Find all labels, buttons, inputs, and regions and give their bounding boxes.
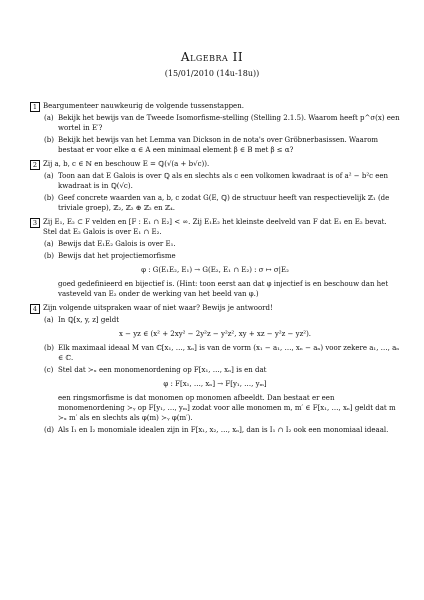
display-formula: x − yz ∈ (x² + 2xy² − 2y²z − y²z², xy + xz − y²z − yz²). <box>118 330 312 338</box>
part-label: (b) <box>44 252 54 260</box>
exam-content <box>30 101 400 439</box>
part-label: (b) <box>44 194 54 202</box>
part-label: (a) <box>44 316 54 324</box>
question-text: Zij E₁, E₂ ⊂ F velden en [F : E₁ ∩ E₂] < ∞. Zij E₁E₂ het kleinste deelveld van F dat E₁ en E₂ bevat. Stel dat E₂ Galois is over E₁ ∩ E₂. <box>43 218 387 236</box>
question-number-box: 1 <box>30 102 40 112</box>
part-text: Bewijs dat het projectiemorfisme <box>58 252 176 260</box>
part-text: Geef concrete waarden van a, b, c zodat G(E, ℚ) de structuur heeft van respectievelijk ℤ₁ (de triviale groep), ℤ₂, ℤ₂ ⊕ ℤ₂ en ℤ₄. <box>58 194 390 212</box>
part-continuation <box>44 279 400 299</box>
part-label: (a) <box>44 114 54 122</box>
exam-date: (15/01/2010 (14u-18u)) <box>164 69 260 78</box>
question-part <box>44 135 400 155</box>
question-part <box>44 425 400 435</box>
part-text: Bekijk het bewijs van de Tweede Isomorfisme-stelling (Stelling 2.1.5). Waarom heeft p^σ(x) een wortel in E′? <box>58 114 400 132</box>
part-continuation <box>44 393 400 423</box>
part-text: goed gedefinieerd en bijectief is. (Hint: toon eerst aan dat φ injectief is en beschouw dan het vasteveld van E₂ onder de werking van het beeld van φ.) <box>58 280 389 298</box>
part-text: Toon aan dat E Galois is over ℚ als en slechts als c een volkomen kwadraat is of a² − b²c een kwadraat is in ℚ(√c). <box>58 172 389 190</box>
question-4 <box>30 303 400 435</box>
question-part <box>44 251 400 261</box>
part-text: Als I₁ en I₂ monomiale idealen zijn in F[x₁, x₂, …, xₙ], dan is I₁ ∩ I₂ ook een monomiaal ideaal. <box>58 426 389 434</box>
part-label: (d) <box>44 426 54 434</box>
question-number-box: 2 <box>30 160 40 170</box>
question-number-box: 3 <box>30 218 40 228</box>
part-label: (a) <box>44 172 54 180</box>
question-part <box>44 365 400 375</box>
question-number-box: 4 <box>30 304 40 314</box>
question-2 <box>30 159 400 213</box>
part-text: Stel dat ≻ₓ een monomenordening op F[x₁, …, xₙ] is en dat <box>58 366 267 374</box>
part-label: (c) <box>44 366 54 374</box>
display-formula: φ : F[x₁, …, xₙ] → F[y₁, …, yₘ] <box>163 380 267 388</box>
question-text: Zij a, b, c ∈ ℕ en beschouw E = ℚ(√(a + b√c)). <box>43 160 210 168</box>
part-text: In ℚ[x, y, z] geldt <box>58 316 120 324</box>
question-3 <box>30 217 400 299</box>
part-text: Elk maximaal ideaal M van ℂ[x₁, …, xₙ] is van de vorm (x₁ − a₁, …, xₙ − aₙ) voor zekere a₁, …, aₙ ∈ ℂ. <box>58 344 400 362</box>
question-part <box>44 239 400 249</box>
question-text: Zijn volgende uitspraken waar of niet waar? Bewijs je antwoord! <box>43 304 273 312</box>
part-label: (a) <box>44 240 54 248</box>
part-text: Bewijs dat E₁E₂ Galois is over E₁. <box>58 240 176 248</box>
question-part <box>44 343 400 363</box>
question-part <box>44 315 400 325</box>
page-title: Algebra II <box>180 50 244 64</box>
display-formula: φ : G(E₁E₂, E₁) → G(E₂, E₁ ∩ E₂) : σ ↦ σ|E₂ <box>141 266 289 274</box>
question-part <box>44 113 400 133</box>
part-label: (b) <box>44 344 54 352</box>
part-text: een ringsmorfisme is dat monomen op monomen afbeeldt. Dan bestaat er een monomenordening ≻ᵧ op F[y₁, …, yₘ] zodat voor alle monomen m, m′ ∈ F[x₁, …, xₙ] geldt dat m ≻ₓ m′ als en slechts als φ(m) ≻ᵧ φ(m′). <box>58 394 396 422</box>
question-text: Beargumenteer nauwkeurig de volgende tussenstappen. <box>43 102 244 110</box>
part-label: (b) <box>44 136 54 144</box>
question-1 <box>30 101 400 155</box>
part-text: Bekijk het bewijs van het Lemma van Dickson in de nota's over Gröbnerbasissen. Waarom bestaat er voor elke α ∈ A een minimaal element β ∈ B met β ≤ α? <box>58 136 379 154</box>
question-part <box>44 193 400 213</box>
question-part <box>44 171 400 191</box>
